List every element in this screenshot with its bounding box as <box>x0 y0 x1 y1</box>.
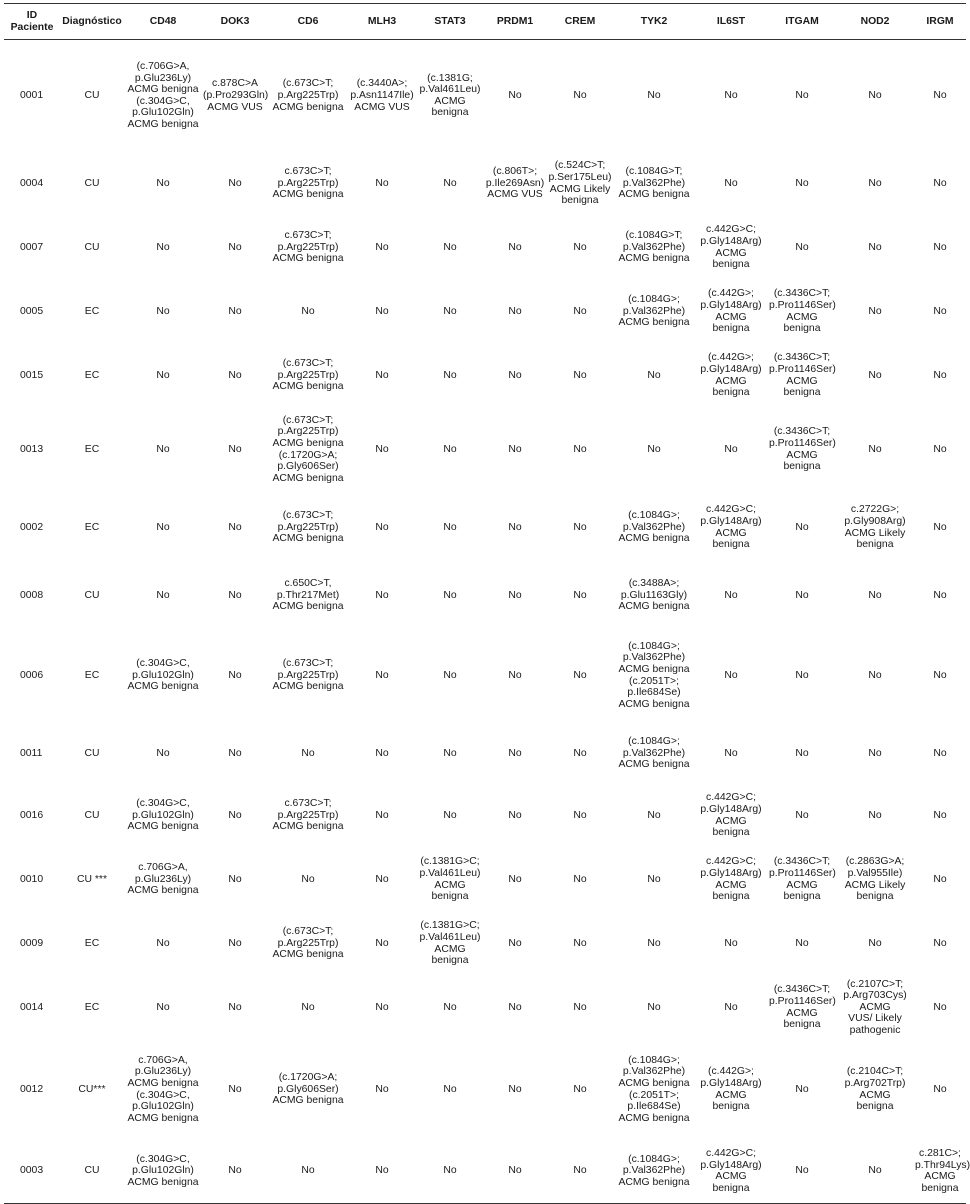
variant-cell: No <box>933 669 947 681</box>
variant-cell: No <box>795 177 809 189</box>
variant-cell: No <box>443 241 457 253</box>
variant-cell: No <box>375 1001 389 1013</box>
variant-cell: (c.1084G>; p.Val362Phe) ACMG benigna <box>614 1140 694 1204</box>
variant-cell: No <box>508 305 522 317</box>
diagnosis-cell: CU*** <box>78 1083 106 1095</box>
variant-cell: No <box>573 1083 587 1095</box>
variant-cell: c.878C>A (p.Pro293Gln) ACMG VUS <box>203 78 269 113</box>
variant-cell: No <box>301 873 315 885</box>
patient-id-cell: 0004 <box>20 177 44 189</box>
patient-id-cell: 0007 <box>20 241 44 253</box>
header-il6st: IL6ST <box>694 4 768 40</box>
variant-cell: No <box>228 669 242 681</box>
variant-cell: No <box>156 937 170 949</box>
variant-cell: No <box>375 809 389 821</box>
variant-cell: No <box>573 89 587 101</box>
variant-cell: No <box>508 89 522 101</box>
table-body <box>4 40 970 1204</box>
variant-cell: No <box>156 241 170 253</box>
variant-cell: No <box>724 89 738 101</box>
variant-cell: No <box>573 305 587 317</box>
variant-cell: No <box>443 669 457 681</box>
variant-cell: No <box>546 1140 614 1204</box>
diagnosis-cell: EC <box>84 443 100 455</box>
variant-cell: No <box>868 669 882 681</box>
variant-cell: (c.673C>T; p.Arg225Trp) ACMG benigna <box>272 926 344 961</box>
patient-id-cell: 0001 <box>20 89 44 101</box>
variant-cell: c.706G>A, p.Glu236Ly) ACMG benigna (c.304G>C, p.Glu102Gln) ACMG benigna <box>127 1054 199 1124</box>
variant-cell: No <box>647 1001 661 1013</box>
variant-cell: No <box>228 747 242 759</box>
variant-cell: No <box>156 521 170 533</box>
diagnosis-cell: EC <box>84 521 100 533</box>
variant-cell: No <box>573 589 587 601</box>
diagnosis-cell: CU <box>84 241 100 253</box>
variant-cell: No <box>868 937 882 949</box>
patient-id-cell: 0002 <box>20 521 44 533</box>
variant-cell: No <box>508 937 522 949</box>
variant-cell: No <box>573 747 587 759</box>
variant-cell: (c.1381G>C; p.Val461Leu) ACMG benigna <box>419 920 481 967</box>
header-id-paciente: ID Paciente <box>4 4 60 40</box>
diagnosis-cell: EC <box>84 669 100 681</box>
variant-cell: No <box>228 443 242 455</box>
variant-cell: No <box>795 809 809 821</box>
variant-cell: No <box>573 1001 587 1013</box>
variant-cell: (c.3488A>; p.Glu1163Gly) ACMG benigna <box>618 578 690 613</box>
variant-cell: No <box>375 177 389 189</box>
variant-cell: (c.1084G>; p.Val362Phe) ACMG benigna <box>618 736 690 771</box>
variant-cell: c.650C>T, p.Thr217Met) ACMG benigna <box>272 578 344 613</box>
variant-cell: (c.304G>C, p.Glu102Gln) ACMG benigna <box>127 798 199 833</box>
variant-cell: No <box>795 937 809 949</box>
variant-cell: No <box>573 669 587 681</box>
variant-cell: (c.673C>T; p.Arg225Trp) ACMG benigna <box>272 358 344 393</box>
variant-cell: No <box>795 241 809 253</box>
variant-cell: No <box>933 747 947 759</box>
variant-cell: No <box>156 589 170 601</box>
patient-id-cell: 0008 <box>20 589 44 601</box>
variant-cell: No <box>933 809 947 821</box>
variant-cell: No <box>443 1001 457 1013</box>
variant-cell: No <box>933 177 947 189</box>
variant-cell: (c.442G>; p.Gly148Arg) ACMG benigna <box>700 288 762 335</box>
variant-cell: No <box>508 1083 522 1095</box>
variant-cell: No <box>868 241 882 253</box>
genetic-variants-table-container <box>4 3 970 1204</box>
variant-cell: No <box>508 443 522 455</box>
variant-cell: No <box>868 89 882 101</box>
variant-cell: (c.1381G; p.Val461Leu) ACMG benigna <box>419 72 481 119</box>
patient-id-cell: 0016 <box>20 809 44 821</box>
header-cd48: CD48 <box>124 4 202 40</box>
header-stat3: STAT3 <box>416 4 484 40</box>
variant-cell: (c.1084G>; p.Val362Phe) ACMG benigna (c.2051T>; p.Ile684Se) ACMG benigna <box>618 640 690 710</box>
variant-cell: No <box>375 369 389 381</box>
variant-cell: (c.673C>T; p.Arg225Trp) ACMG benigna <box>272 510 344 545</box>
variant-cell: No <box>724 177 738 189</box>
variant-cell: (c.3436C>T; p.Pro1146Ser) ACMG benigna <box>769 426 836 473</box>
table-row <box>4 784 966 848</box>
variant-cell: No <box>868 177 882 189</box>
header-crem: CREM <box>546 4 614 40</box>
variant-cell: c.673C>T; p.Arg225Trp) ACMG benigna <box>272 798 344 833</box>
variant-cell: No <box>301 1001 315 1013</box>
table-row <box>4 724 966 784</box>
header-dok3: DOK3 <box>202 4 268 40</box>
header-nod2: NOD2 <box>836 4 914 40</box>
variant-cell: (c.673C>T; p.Arg225Trp) ACMG benigna (c.1720G>A; p.Gly606Ser) ACMG benigna <box>272 414 344 484</box>
header-diagn-stico: Diagnóstico <box>60 4 124 40</box>
variant-cell: c.442G>C; p.Gly148Arg) ACMG benigna <box>700 856 762 903</box>
variant-cell: No <box>795 747 809 759</box>
table-row <box>4 912 966 976</box>
patient-id-cell: 0013 <box>20 443 44 455</box>
diagnosis-cell: EC <box>84 305 100 317</box>
variant-cell: No <box>647 809 661 821</box>
variant-cell: (c.3436C>T; p.Pro1146Ser) ACMG benigna <box>769 856 836 903</box>
variant-cell: No <box>933 369 947 381</box>
variant-cell: c.281C>; p.Thr94Lys) ACMG benigna <box>914 1140 966 1204</box>
variant-cell: No <box>228 937 242 949</box>
variant-cell: No <box>573 809 587 821</box>
patient-id-cell: 0006 <box>20 669 44 681</box>
table-header-row <box>4 4 966 40</box>
variant-cell: No <box>724 747 738 759</box>
variant-cell: No <box>573 521 587 533</box>
variant-cell: No <box>443 305 457 317</box>
variant-cell: No <box>647 443 661 455</box>
variant-cell: No <box>443 369 457 381</box>
variant-cell: No <box>724 669 738 681</box>
variant-cell: (c.1720G>A; p.Gly606Ser) ACMG benigna <box>272 1072 344 1107</box>
variant-cell: No <box>156 443 170 455</box>
variant-cell: No <box>375 589 389 601</box>
variant-cell: No <box>443 1083 457 1095</box>
table-row <box>4 848 966 912</box>
variant-cell: No <box>933 937 947 949</box>
variant-cell: (c.1084G>T; p.Val362Phe) ACMG benigna <box>618 230 690 265</box>
variant-cell: c.442G>C; p.Gly148Arg) ACMG benigna <box>700 792 762 839</box>
variant-cell: (c.706G>A, p.Glu236Ly) ACMG benigna (c.304G>C, p.Glu102Gln) ACMG benigna <box>127 60 199 130</box>
variant-cell: No <box>508 521 522 533</box>
variant-cell: No <box>156 1001 170 1013</box>
variant-cell: No <box>795 89 809 101</box>
variant-cell: No <box>724 937 738 949</box>
variant-cell: No <box>301 747 315 759</box>
variant-cell: No <box>868 589 882 601</box>
variant-cell: No <box>933 873 947 885</box>
variant-cell: (c.1084G>; p.Val362Phe) ACMG benigna <box>618 510 690 545</box>
variant-cell: No <box>375 937 389 949</box>
patient-id-cell: 0010 <box>20 873 44 885</box>
variant-cell: (c.1084G>; p.Val362Phe) ACMG benigna <box>618 294 690 329</box>
variant-cell: No <box>724 589 738 601</box>
variant-cell: (c.442G>; p.Gly148Arg) ACMG benigna <box>700 352 762 399</box>
diagnosis-cell: EC <box>84 1001 100 1013</box>
variant-cell: No <box>647 89 661 101</box>
variant-cell: No <box>443 747 457 759</box>
variant-cell: No <box>868 747 882 759</box>
variant-cell: No <box>933 521 947 533</box>
variant-cell: No <box>508 809 522 821</box>
diagnosis-cell: CU <box>84 89 100 101</box>
variant-cell: c.673C>T; p.Arg225Trp) ACMG benigna <box>272 166 344 201</box>
variant-cell: (c.3436C>T; p.Pro1146Ser) ACMG benigna <box>769 352 836 399</box>
header-cd6: CD6 <box>268 4 348 40</box>
variant-cell: No <box>933 589 947 601</box>
variant-cell: No <box>375 873 389 885</box>
variant-cell: (c.3440A>; p.Asn1147Ile) ACMG VUS <box>350 78 414 113</box>
variant-cell: No <box>228 369 242 381</box>
variant-cell: c.2722G>; p.Gly908Arg) ACMG Likely benigna <box>844 504 906 551</box>
variant-cell: No <box>228 177 242 189</box>
variant-cell: No <box>868 369 882 381</box>
variant-cell: No <box>768 1140 836 1204</box>
variant-cell: No <box>228 305 242 317</box>
table-row <box>4 216 966 280</box>
genetic-variants-table <box>4 3 970 1204</box>
variant-cell: (c.673C>T; p.Arg225Trp) ACMG benigna <box>272 78 344 113</box>
variant-cell: No <box>508 241 522 253</box>
variant-cell: No <box>647 937 661 949</box>
table-row <box>4 628 966 724</box>
diagnosis-cell: EC <box>84 937 100 949</box>
variant-cell: No <box>348 1140 416 1204</box>
variant-cell: No <box>647 873 661 885</box>
table-row <box>4 408 966 492</box>
table-row <box>4 976 966 1040</box>
diagnosis-cell: CU <box>84 809 100 821</box>
variant-cell: No <box>933 1001 947 1013</box>
patient-id-cell: 0009 <box>20 937 44 949</box>
variant-cell: No <box>508 747 522 759</box>
table-row <box>4 1140 966 1204</box>
header-prdm1: PRDM1 <box>484 4 546 40</box>
header-itgam: ITGAM <box>768 4 836 40</box>
variant-cell: No <box>443 521 457 533</box>
variant-cell: No <box>228 809 242 821</box>
variant-cell: No <box>228 1001 242 1013</box>
variant-cell: No <box>202 1140 268 1204</box>
variant-cell: No <box>156 369 170 381</box>
variant-cell: No <box>443 589 457 601</box>
variant-cell: No <box>795 669 809 681</box>
variant-cell: No <box>484 1140 546 1204</box>
variant-cell: No <box>573 369 587 381</box>
variant-cell: No <box>268 1140 348 1204</box>
variant-cell: No <box>375 1083 389 1095</box>
variant-cell: No <box>508 1001 522 1013</box>
variant-cell: No <box>795 1083 809 1095</box>
variant-cell: No <box>868 443 882 455</box>
variant-cell: No <box>795 521 809 533</box>
variant-cell: (c.2104C>T; p.Arg702Trp) ACMG benigna <box>844 1066 906 1113</box>
header-irgm: IRGM <box>914 4 966 40</box>
variant-cell: No <box>795 589 809 601</box>
table-row <box>4 40 966 152</box>
variant-cell: No <box>443 809 457 821</box>
variant-cell: (c.2107C>T; p.Arg703Cys) ACMG VUS/ Likely pathogenic <box>843 978 907 1036</box>
variant-cell: (c.524C>T; p.Ser175Leu) ACMG Likely benigna <box>548 160 612 207</box>
variant-cell: (c.806T>; p.Ile269Asn) ACMG VUS <box>485 166 545 201</box>
variant-cell: No <box>375 241 389 253</box>
variant-cell: c.442G>C; p.Gly148Arg) ACMG benigna <box>700 224 762 271</box>
variant-cell: No <box>836 1140 914 1204</box>
variant-cell: No <box>375 305 389 317</box>
variant-cell: c.442G>C; p.Gly148Arg) ACMG benigna <box>694 1140 768 1204</box>
variant-cell: (c.1084G>T; p.Val362Phe) ACMG benigna <box>618 166 690 201</box>
variant-cell: No <box>933 241 947 253</box>
variant-cell: No <box>375 747 389 759</box>
diagnosis-cell: EC <box>84 369 100 381</box>
variant-cell: (c.673C>T; p.Arg225Trp) ACMG benigna <box>272 658 344 693</box>
variant-cell: c.442G>C; p.Gly148Arg) ACMG benigna <box>700 504 762 551</box>
patient-id-cell: 0003 <box>4 1140 60 1204</box>
variant-cell: (c.3436C>T; p.Pro1146Ser) ACMG benigna <box>769 984 836 1031</box>
patient-id-cell: 0015 <box>20 369 44 381</box>
variant-cell: No <box>508 589 522 601</box>
variant-cell: No <box>933 89 947 101</box>
variant-cell: No <box>156 747 170 759</box>
variant-cell: No <box>443 443 457 455</box>
table-row <box>4 564 966 628</box>
diagnosis-cell: CU <box>60 1140 124 1204</box>
table-row <box>4 344 966 408</box>
diagnosis-cell: CU <box>84 177 100 189</box>
variant-cell: No <box>933 443 947 455</box>
table-row <box>4 152 966 216</box>
variant-cell: No <box>933 305 947 317</box>
diagnosis-cell: CU *** <box>76 873 108 885</box>
patient-id-cell: 0011 <box>20 747 43 759</box>
variant-cell: No <box>573 937 587 949</box>
table-row <box>4 280 966 344</box>
variant-cell: (c.1381G>C; p.Val461Leu) ACMG benigna <box>419 856 481 903</box>
variant-cell: No <box>156 305 170 317</box>
diagnosis-cell: CU <box>84 747 100 759</box>
variant-cell: No <box>375 669 389 681</box>
variant-cell: No <box>868 305 882 317</box>
variant-cell: No <box>573 873 587 885</box>
variant-cell: No <box>508 369 522 381</box>
variant-cell: c.673C>T; p.Arg225Trp) ACMG benigna <box>272 230 344 265</box>
variant-cell: (c.304G>C, p.Glu102Gln) ACMG benigna <box>127 658 199 693</box>
table-row <box>4 492 966 564</box>
variant-cell: No <box>724 443 738 455</box>
variant-cell: No <box>933 1083 947 1095</box>
diagnosis-cell: CU <box>84 589 100 601</box>
variant-cell: No <box>508 873 522 885</box>
variant-cell: (c.442G>; p.Gly148Arg) ACMG benigna <box>700 1066 762 1113</box>
variant-cell: No <box>573 443 587 455</box>
variant-cell: (c.304G>C, p.Glu102Gln) ACMG benigna <box>124 1140 202 1204</box>
variant-cell: No <box>228 873 242 885</box>
variant-cell: No <box>228 1083 242 1095</box>
header-mlh3: MLH3 <box>348 4 416 40</box>
variant-cell: No <box>508 669 522 681</box>
variant-cell: (c.1084G>; p.Val362Phe) ACMG benigna (c.2051T>; p.Ile684Se) ACMG benigna <box>618 1054 690 1124</box>
variant-cell: No <box>443 177 457 189</box>
patient-id-cell: 0012 <box>20 1083 44 1095</box>
table-row <box>4 1040 966 1140</box>
variant-cell: No <box>375 443 389 455</box>
patient-id-cell: 0014 <box>20 1001 44 1013</box>
variant-cell: No <box>375 521 389 533</box>
variant-cell: No <box>301 305 315 317</box>
variant-cell: c.706G>A, p.Glu236Ly) ACMG benigna <box>127 862 199 897</box>
variant-cell: No <box>228 521 242 533</box>
variant-cell: No <box>724 1001 738 1013</box>
patient-id-cell: 0005 <box>20 305 44 317</box>
header-tyk2: TYK2 <box>614 4 694 40</box>
variant-cell: (c.2863G>A; p.Val955Ile) ACMG Likely benigna <box>844 856 906 903</box>
variant-cell: No <box>647 369 661 381</box>
variant-cell: No <box>228 589 242 601</box>
variant-cell: No <box>416 1140 484 1204</box>
variant-cell: No <box>573 241 587 253</box>
variant-cell: (c.3436C>T; p.Pro1146Ser) ACMG benigna <box>769 288 836 335</box>
variant-cell: No <box>868 809 882 821</box>
variant-cell: No <box>228 241 242 253</box>
variant-cell: No <box>156 177 170 189</box>
